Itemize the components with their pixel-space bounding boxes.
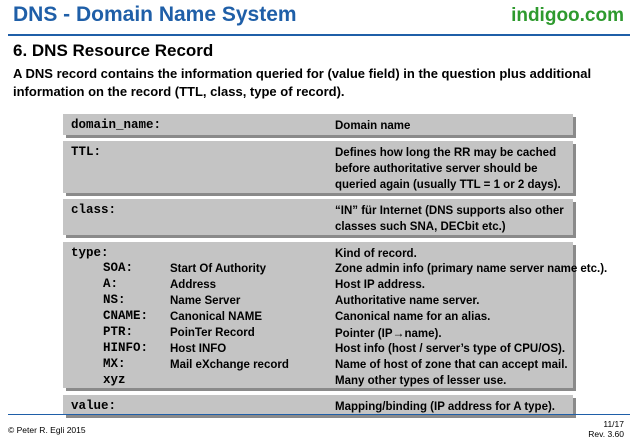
record-type-row: [63, 309, 573, 325]
brand-logo: indigoo.com: [511, 5, 624, 26]
record-name: Canonical NAME: [170, 311, 263, 323]
record-desc: Many other types of lesser use.: [335, 375, 507, 387]
field-box-value: [63, 395, 573, 415]
record-desc: Name of host of zone that can accept mail.: [335, 359, 568, 371]
record-code: HINFO:: [103, 341, 149, 355]
field-key: value:: [71, 399, 117, 413]
field-key: type:: [71, 246, 109, 260]
field-desc: Domain name: [335, 120, 411, 132]
field-desc: “IN” für Internet (DNS supports also other classes such SNA, DECbit etc.): [335, 205, 564, 233]
record-name: Name Server: [170, 295, 241, 307]
record-type-row: [63, 325, 573, 341]
revision-label: Rev. 3.60: [588, 429, 624, 439]
record-code: SOA:: [103, 261, 134, 275]
field-key: class:: [71, 203, 117, 217]
arrow-right-icon: →: [392, 326, 405, 340]
header-divider: [8, 34, 630, 36]
record-desc: Host info (host / server’s type of CPU/OS).: [335, 343, 566, 355]
record-desc: Zone admin info (primary name server name etc.).: [335, 263, 608, 275]
record-type-row: [63, 277, 573, 293]
record-desc: Canonical name for an alias.: [335, 311, 491, 323]
record-type-row: [63, 293, 573, 309]
page-title: DNS - Domain Name System: [13, 3, 297, 26]
record-code: MX:: [103, 357, 126, 371]
footer-page-info: [588, 419, 624, 439]
record-name: Host INFO: [170, 343, 227, 355]
field-desc: Kind of record.: [335, 248, 417, 260]
field-box-ttl: [63, 141, 573, 193]
record-code: NS:: [103, 293, 126, 307]
intro-text: A DNS record contains the information queried for (value field) in the question plus additional information on the record (TTL, class, type of record).: [13, 66, 592, 99]
record-code: xyz: [103, 373, 126, 387]
footer-divider: [8, 414, 630, 415]
record-code: A:: [103, 277, 119, 291]
record-code: PTR:: [103, 325, 134, 339]
record-code: CNAME:: [103, 309, 149, 323]
footer-copyright: © Peter R. Egli 2015: [8, 425, 86, 435]
record-desc-post: name).: [404, 328, 442, 340]
record-desc: Authoritative name server.: [335, 295, 480, 307]
slide-title: 6. DNS Resource Record: [13, 41, 214, 60]
record-type-row: [63, 341, 573, 357]
field-box-type: [63, 242, 608, 388]
record-name: Address: [170, 279, 217, 291]
field-desc: Defines how long the RR may be cached before authoritative server should be queried again (usually TTL = 1 or 2 days).: [335, 147, 561, 191]
record-type-row: [63, 357, 573, 373]
record-type-row: [63, 261, 608, 277]
field-box-class: [63, 199, 573, 235]
record-name: Mail eXchange record: [170, 359, 289, 371]
record-name: Start Of Authority: [170, 263, 267, 275]
field-key: TTL:: [71, 145, 102, 159]
record-desc: Host IP address.: [335, 279, 425, 291]
record-desc-pre: Pointer (IP: [335, 328, 393, 340]
field-box-domain-name: [63, 114, 573, 135]
field-desc: Mapping/binding (IP address for A type).: [335, 401, 555, 413]
record-desc: [335, 325, 442, 342]
record-type-row: [63, 373, 573, 389]
page-number: 11/17: [603, 419, 624, 429]
field-key: domain_name:: [71, 118, 162, 132]
record-name: PoinTer Record: [170, 327, 255, 339]
